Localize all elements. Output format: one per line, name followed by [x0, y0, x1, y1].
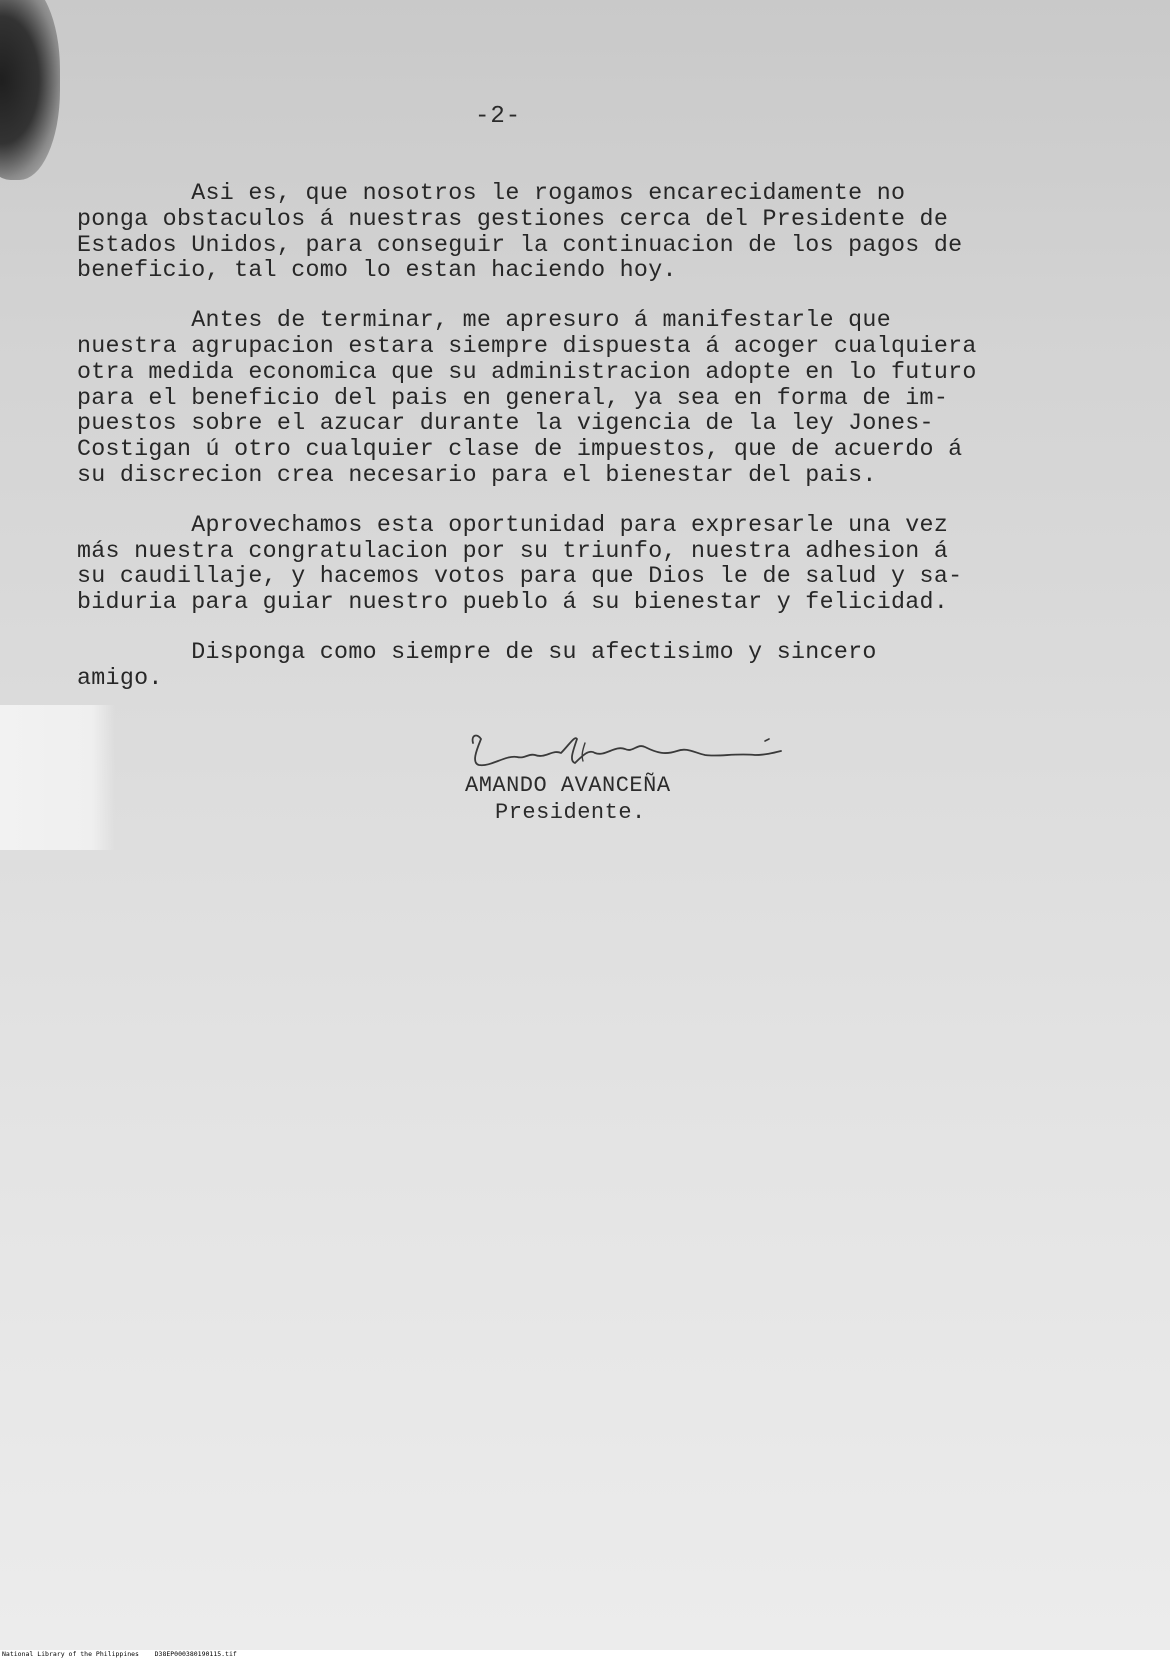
text-line: su caudillaje, y hacemos votos para que Dios le de salud y sa- — [77, 563, 963, 590]
letter-body — [77, 181, 1097, 716]
paragraph-4 — [77, 640, 1097, 692]
text-line: amigo. — [77, 664, 163, 691]
archive-caption: National Library of the Philippines D38EP000380190115.tif — [2, 1650, 237, 1658]
handwritten-signature — [465, 725, 795, 775]
text-line: Asi es, que nosotros le rogamos encarecidamente no — [77, 180, 906, 206]
text-line: biduria para guiar nuestro pueblo á su bienestar y felicidad. — [77, 589, 949, 616]
text-line: Costigan ú otro cualquier clase de impuestos, que de acuerdo á — [77, 436, 963, 463]
page-number: -2- — [475, 103, 522, 130]
paragraph-3 — [77, 513, 1097, 616]
text-line: beneficio, tal como lo estan haciendo hoy. — [77, 257, 677, 284]
text-line: para el beneficio del pais en general, ya sea en forma de im- — [77, 384, 949, 411]
text-line: Aprovechamos esta oportunidad para expresarle una vez — [77, 511, 949, 538]
text-line: su discrecion crea necesario para el bienestar del pais. — [77, 461, 877, 488]
text-line: Disponga como siempre de su afectisimo y sincero — [77, 638, 877, 665]
text-line: más nuestra congratulacion por su triunfo, nuestra adhesion á — [77, 537, 949, 564]
paragraph-2 — [77, 308, 1097, 489]
signature-block — [465, 725, 825, 825]
scan-dark-edge — [0, 0, 60, 180]
text-line: Estados Unidos, para conseguir la continuacion de los pagos de — [77, 231, 963, 258]
signer-name: AMANDO AVANCEÑA — [465, 773, 671, 798]
scan-light-patch — [0, 705, 115, 850]
paragraph-1 — [77, 181, 1097, 284]
text-line: nuestra agrupacion estara siempre dispuesta á acoger cualquiera — [77, 332, 977, 359]
text-line: ponga obstaculos á nuestras gestiones cerca del Presidente de — [77, 205, 949, 232]
text-line: puestos sobre el azucar durante la vigencia de la ley Jones- — [77, 410, 934, 437]
signer-title: Presidente. — [495, 800, 646, 825]
text-line: Antes de terminar, me apresuro á manifestarle que — [77, 307, 891, 334]
text-line: otra medida economica que su administracion adopte en lo futuro — [77, 358, 977, 385]
